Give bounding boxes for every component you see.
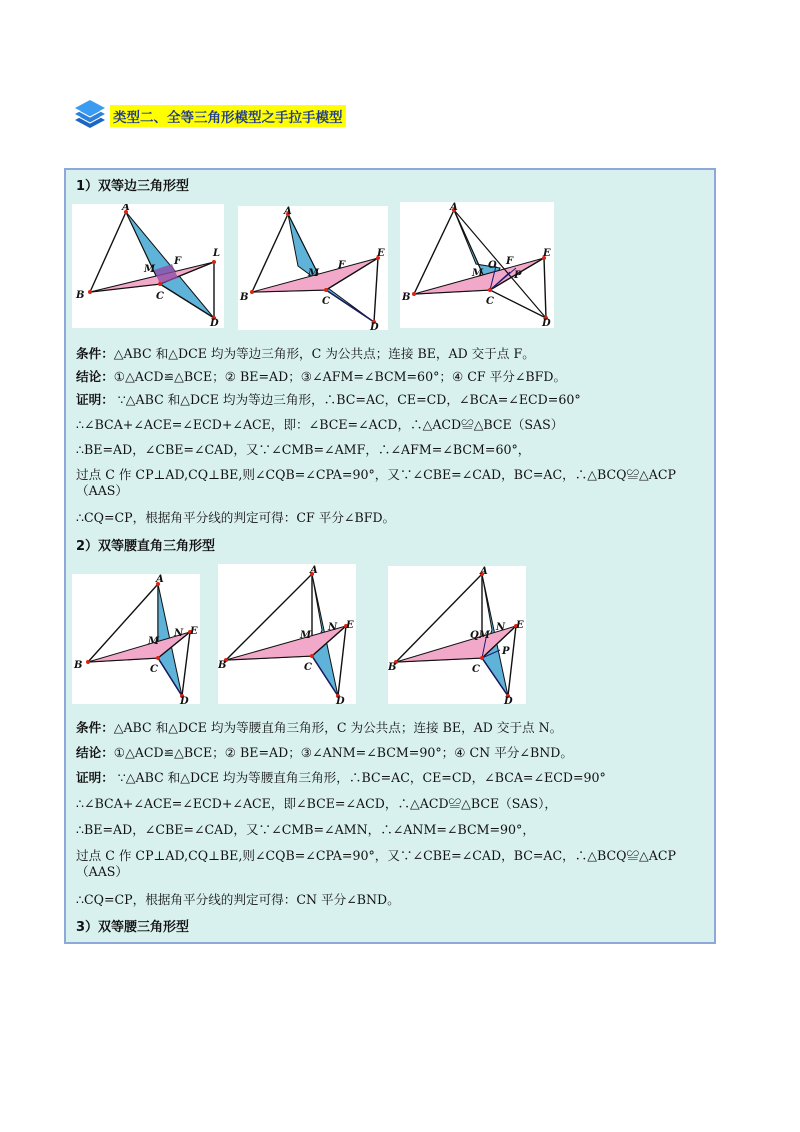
- section1-proof-4: 过点 C 作 CP⊥AD,CQ⊥BE,则∠CQB=∠CPA=90°，又∵∠CBE=∠CAD，BC=AC，∴△BCQ≌△ACP（AAS）: [76, 467, 676, 498]
- label-C: C: [304, 662, 312, 673]
- section2-condition: 条件：△ABC 和△DCE 均为等腰直角三角形，C 为公共点；连接 BE，AD 交于点 N。: [76, 720, 563, 735]
- conclusion-label: 结论：: [76, 745, 114, 760]
- label-L: L: [213, 248, 221, 259]
- label-C: C: [322, 296, 330, 307]
- label-B: B: [74, 660, 83, 671]
- label-N: N: [174, 628, 184, 639]
- section1-title: 1）双等边三角形型: [76, 179, 190, 194]
- label-C: C: [472, 664, 480, 675]
- label-F: F: [174, 256, 182, 267]
- section2-proof-5: ∴CQ=CP，根据角平分线的判定可得：CN 平分∠BND。: [76, 892, 400, 907]
- section1-proof-3: ∴BE=AD，∠CBE=∠CAD，又∵∠CMB=∠AMF，∴∠AFM=∠BCM=60°，: [76, 442, 531, 457]
- label-M: M: [300, 630, 312, 641]
- label-P: P: [502, 646, 510, 657]
- condition-label: 条件：: [76, 720, 114, 735]
- label-D: D: [210, 318, 219, 328]
- conclusion-label: 结论：: [76, 369, 114, 384]
- label-E: E: [516, 620, 524, 631]
- label-D: D: [542, 318, 551, 328]
- section2-proof-2: ∴∠BCA+∠ACE=∠ECD+∠ACE，即∠BCE=∠ACD，∴△ACD≌△BCE（SAS），: [76, 796, 557, 811]
- label-E: E: [190, 626, 198, 637]
- section2-title: 2）双等腰直角三角形型: [76, 539, 216, 554]
- label-D: D: [180, 696, 189, 704]
- figure-2c: [388, 566, 526, 704]
- section1-condition: 条件：△ABC 和△DCE 均为等边三角形，C 为公共点；连接 BE，AD 交于点 F。: [76, 346, 535, 361]
- label-F: F: [338, 260, 346, 271]
- label-E: E: [346, 620, 354, 631]
- label-N: N: [328, 622, 338, 633]
- figure-1c: [400, 202, 554, 328]
- figure-1a: [72, 204, 224, 328]
- label-B: B: [218, 660, 227, 671]
- label-M: M: [472, 268, 484, 279]
- section2-proof-1: 证明： ∵△ABC 和△DCE 均为等腰直角三角形，∴BC=AC，CE=CD，∠BCA=∠ECD=90°: [76, 770, 606, 785]
- label-M: M: [148, 636, 160, 647]
- label-D: D: [336, 696, 345, 704]
- label-A: A: [310, 565, 318, 576]
- label-C: C: [486, 296, 494, 307]
- label-N: N: [496, 622, 506, 633]
- label-D: D: [370, 322, 379, 330]
- condition-label: 条件：: [76, 346, 114, 361]
- section2-proof-4: 过点 C 作 CP⊥AD,CQ⊥BE,则∠CQB=∠CPA=90°，又∵∠CBE=∠CAD，BC=AC，∴△BCQ≌△ACP（AAS）: [76, 848, 676, 879]
- label-E: E: [543, 248, 551, 259]
- figure-2a: [72, 574, 200, 704]
- figure-2b: [218, 564, 356, 704]
- section3-title: 3）双等腰三角形型: [76, 920, 190, 935]
- section1-proof-5: ∴CQ=CP，根据角平分线的判定可得：CF 平分∠BFD。: [76, 510, 396, 525]
- section2-proof-3: ∴BE=AD，∠CBE=∠CAD，又∵∠CMB=∠AMN，∴∠ANM=∠BCM=90°，: [76, 822, 535, 837]
- figure-1b: [238, 206, 388, 330]
- label-M: M: [144, 264, 156, 275]
- label-B: B: [402, 292, 411, 303]
- label-P: P: [514, 270, 522, 281]
- label-A: A: [156, 574, 164, 585]
- label-A: A: [480, 566, 488, 577]
- section1-conclusion: 结论：①△ACD≌△BCE；② BE=AD；③∠AFM=∠BCM=60°；④ CF 平分∠BFD。: [76, 369, 567, 384]
- label-O: O: [488, 260, 497, 271]
- section2-conclusion: 结论：①△ACD≌△BCE；② BE=AD；③∠ANM=∠BCM=90°；④ CN 平分∠BND。: [76, 745, 573, 760]
- label-B: B: [240, 292, 249, 303]
- label-C: C: [156, 291, 164, 302]
- label-QM: QM: [470, 630, 490, 641]
- label-M: M: [308, 268, 320, 279]
- label-E: E: [377, 248, 385, 259]
- label-A: A: [284, 206, 292, 217]
- section1-proof-2: ∴∠BCA+∠ACE=∠ECD+∠ACE，即：∠BCE=∠ACD，∴△ACD≌△BCE（SAS）: [76, 417, 564, 432]
- label-A: A: [450, 202, 458, 213]
- proof-label: 证明：: [76, 392, 114, 407]
- proof-label: 证明：: [76, 770, 114, 785]
- content-box: [64, 168, 716, 944]
- label-A: A: [122, 204, 130, 213]
- label-B: B: [76, 290, 85, 301]
- book-stack-icon: [72, 96, 108, 130]
- heading-title: 类型二、全等三角形模型之手拉手模型: [110, 105, 346, 127]
- section1-proof-1: 证明： ∵△ABC 和△DCE 均为等边三角形，∴BC=AC，CE=CD，∠BCA=∠ECD=60°: [76, 392, 581, 407]
- label-B: B: [388, 662, 397, 673]
- label-C: C: [150, 664, 158, 675]
- label-F: F: [506, 256, 514, 267]
- label-D: D: [504, 696, 513, 704]
